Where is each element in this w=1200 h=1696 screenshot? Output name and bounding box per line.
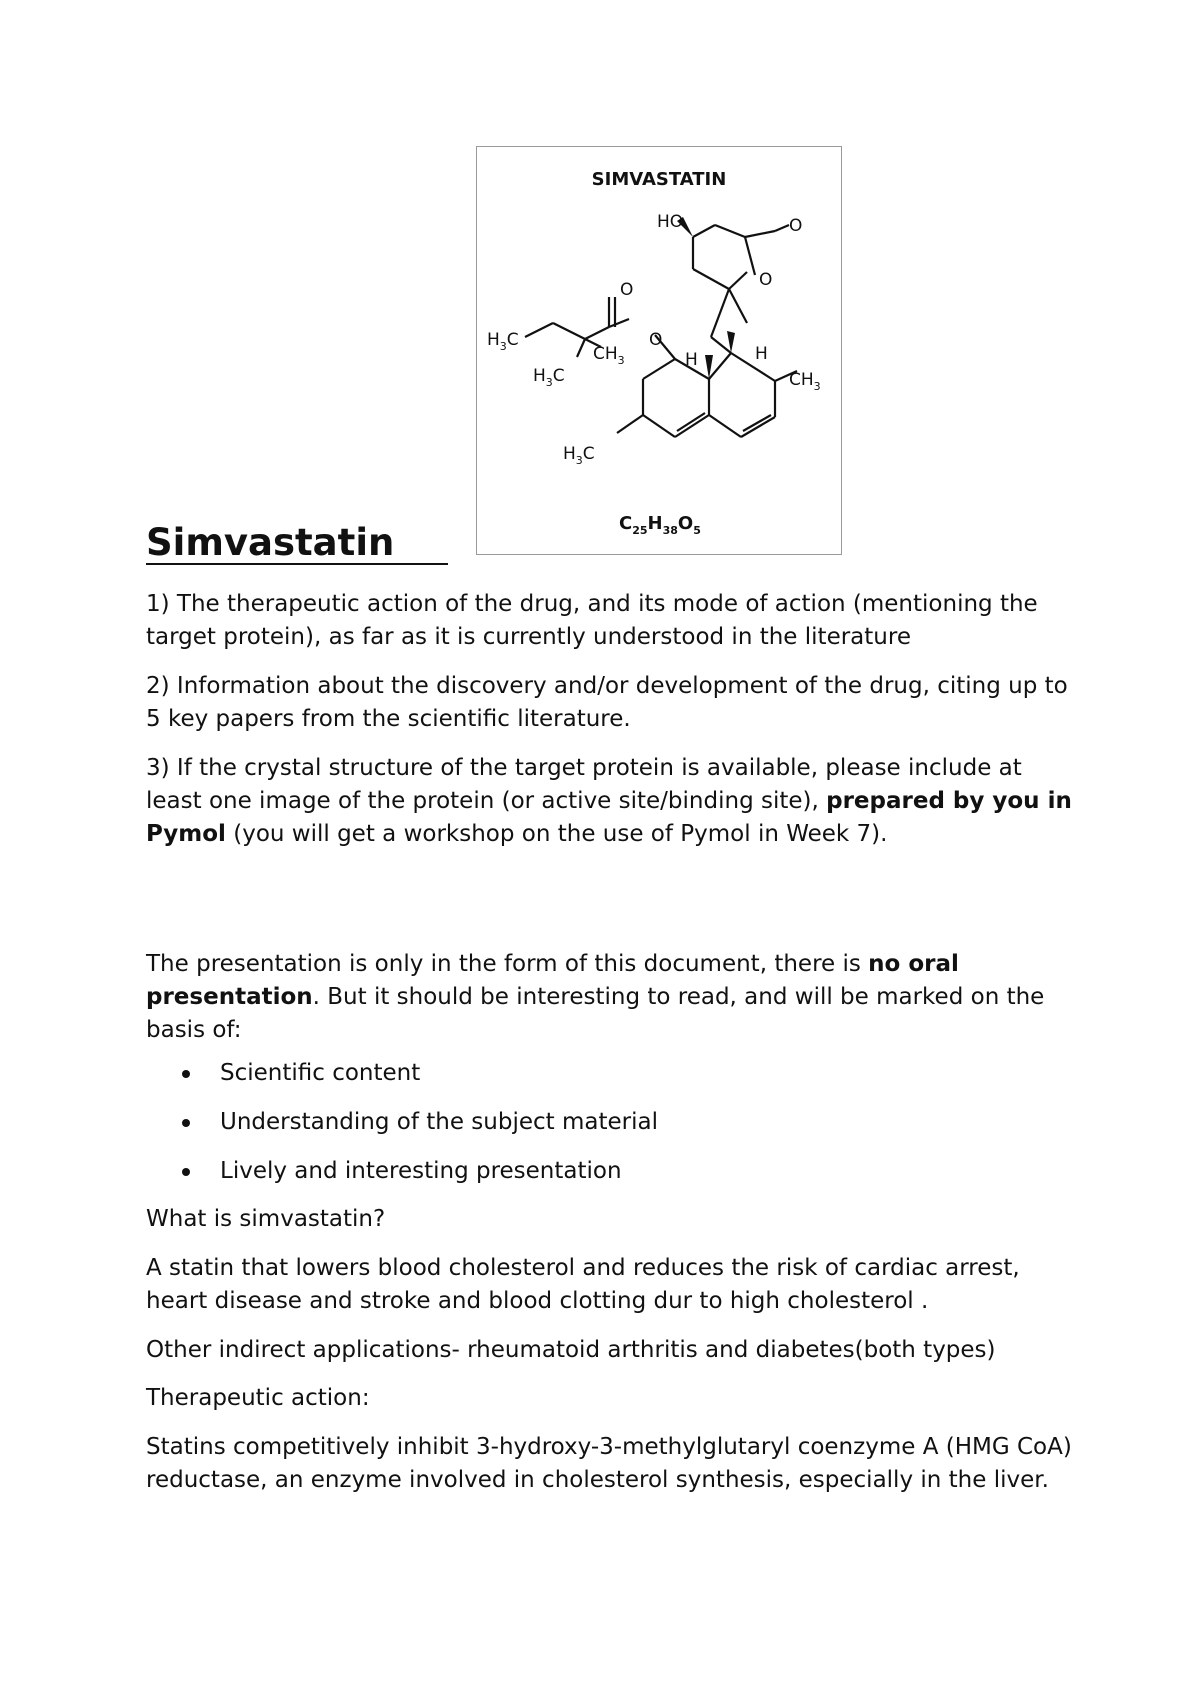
answer-statin: A statin that lowers blood cholesterol and reduces the risk of cardiac arrest, heart disease and stroke and blood clotting dur to high cholesterol . bbox=[146, 1255, 1020, 1314]
simvastatin-structure-figure bbox=[476, 146, 842, 555]
paragraph-other-applications: Other indirect applications- rheumatoid arthritis and diabetes(both types) bbox=[146, 1337, 996, 1363]
molecular-formula: $C_{25}H_{38}O_5$ bbox=[619, 513, 701, 537]
bullet-icon bbox=[182, 1168, 190, 1176]
atom-o-ester-carbonyl: O bbox=[620, 280, 634, 300]
list-item-text: Scientific content bbox=[220, 1060, 421, 1086]
atom-ho: HO bbox=[657, 212, 684, 232]
atom-h-right: H bbox=[755, 344, 768, 364]
atom-h3c-mid: $H_3C$ bbox=[533, 366, 565, 389]
paragraph-text: The presentation is only in the form of this document, there is bbox=[146, 951, 869, 977]
bold-text: prepared by you in Pymol bbox=[146, 788, 1072, 847]
paragraph-mechanism: Statins competitively inhibit 3-hydroxy-3-methylglutaryl coenzyme A (HMG CoA) reductase, an enzyme involved in cholesterol synthesis, especially in the liver. bbox=[146, 1434, 1072, 1493]
bold-text: no oral presentation bbox=[146, 951, 959, 1010]
marking-criteria-list bbox=[146, 1057, 1046, 1204]
paragraph-text: . But it should be interesting to read, and will be marked on the basis of: bbox=[146, 984, 1045, 1043]
paragraph-text: 3) If the crystal structure of the target protein is available, please include at least one image of the protein (or active site/binding site), bbox=[146, 755, 1022, 814]
atom-o-lactone-carbonyl: O bbox=[789, 216, 803, 236]
structure-diagram bbox=[477, 147, 841, 554]
paragraph-presentation bbox=[146, 948, 1076, 1047]
paragraph-crystal-structure bbox=[146, 752, 1076, 851]
atom-h3c-top: $H_3C$ bbox=[487, 330, 519, 353]
bullet-icon bbox=[182, 1119, 190, 1127]
paragraph-text: (you will get a workshop on the use of Pymol in Week 7). bbox=[225, 821, 888, 847]
list-item bbox=[146, 1155, 1046, 1188]
bullet-icon bbox=[182, 1070, 190, 1078]
atom-h-left: H bbox=[685, 350, 698, 370]
list-item-text: Understanding of the subject material bbox=[220, 1109, 658, 1135]
atom-ch3-right: $CH_3$ bbox=[789, 370, 821, 393]
figure-title: SIMVASTATIN bbox=[591, 169, 727, 190]
heading-therapeutic-action: Therapeutic action: bbox=[146, 1385, 370, 1411]
list-item bbox=[146, 1057, 1046, 1090]
atom-labels bbox=[487, 212, 821, 467]
list-item bbox=[146, 1106, 1046, 1139]
atom-o-ring: O bbox=[759, 270, 773, 290]
paragraph-discovery: 2) Information about the discovery and/or development of the drug, citing up to 5 key papers from the scientific literature. bbox=[146, 673, 1068, 732]
question-what-is: What is simvastatin? bbox=[146, 1206, 386, 1232]
list-item-text: Lively and interesting presentation bbox=[220, 1158, 622, 1184]
atom-h3c-bottom: $H_3C$ bbox=[563, 444, 595, 467]
atom-o-ester: O bbox=[649, 330, 663, 350]
document-heading: Simvastatin bbox=[146, 518, 448, 565]
paragraph-therapeutic-action: 1) The therapeutic action of the drug, and its mode of action (mentioning the target protein), as far as it is currently understood in the literature bbox=[146, 591, 1038, 650]
atom-ch3-mid: $CH_3$ bbox=[593, 344, 625, 367]
